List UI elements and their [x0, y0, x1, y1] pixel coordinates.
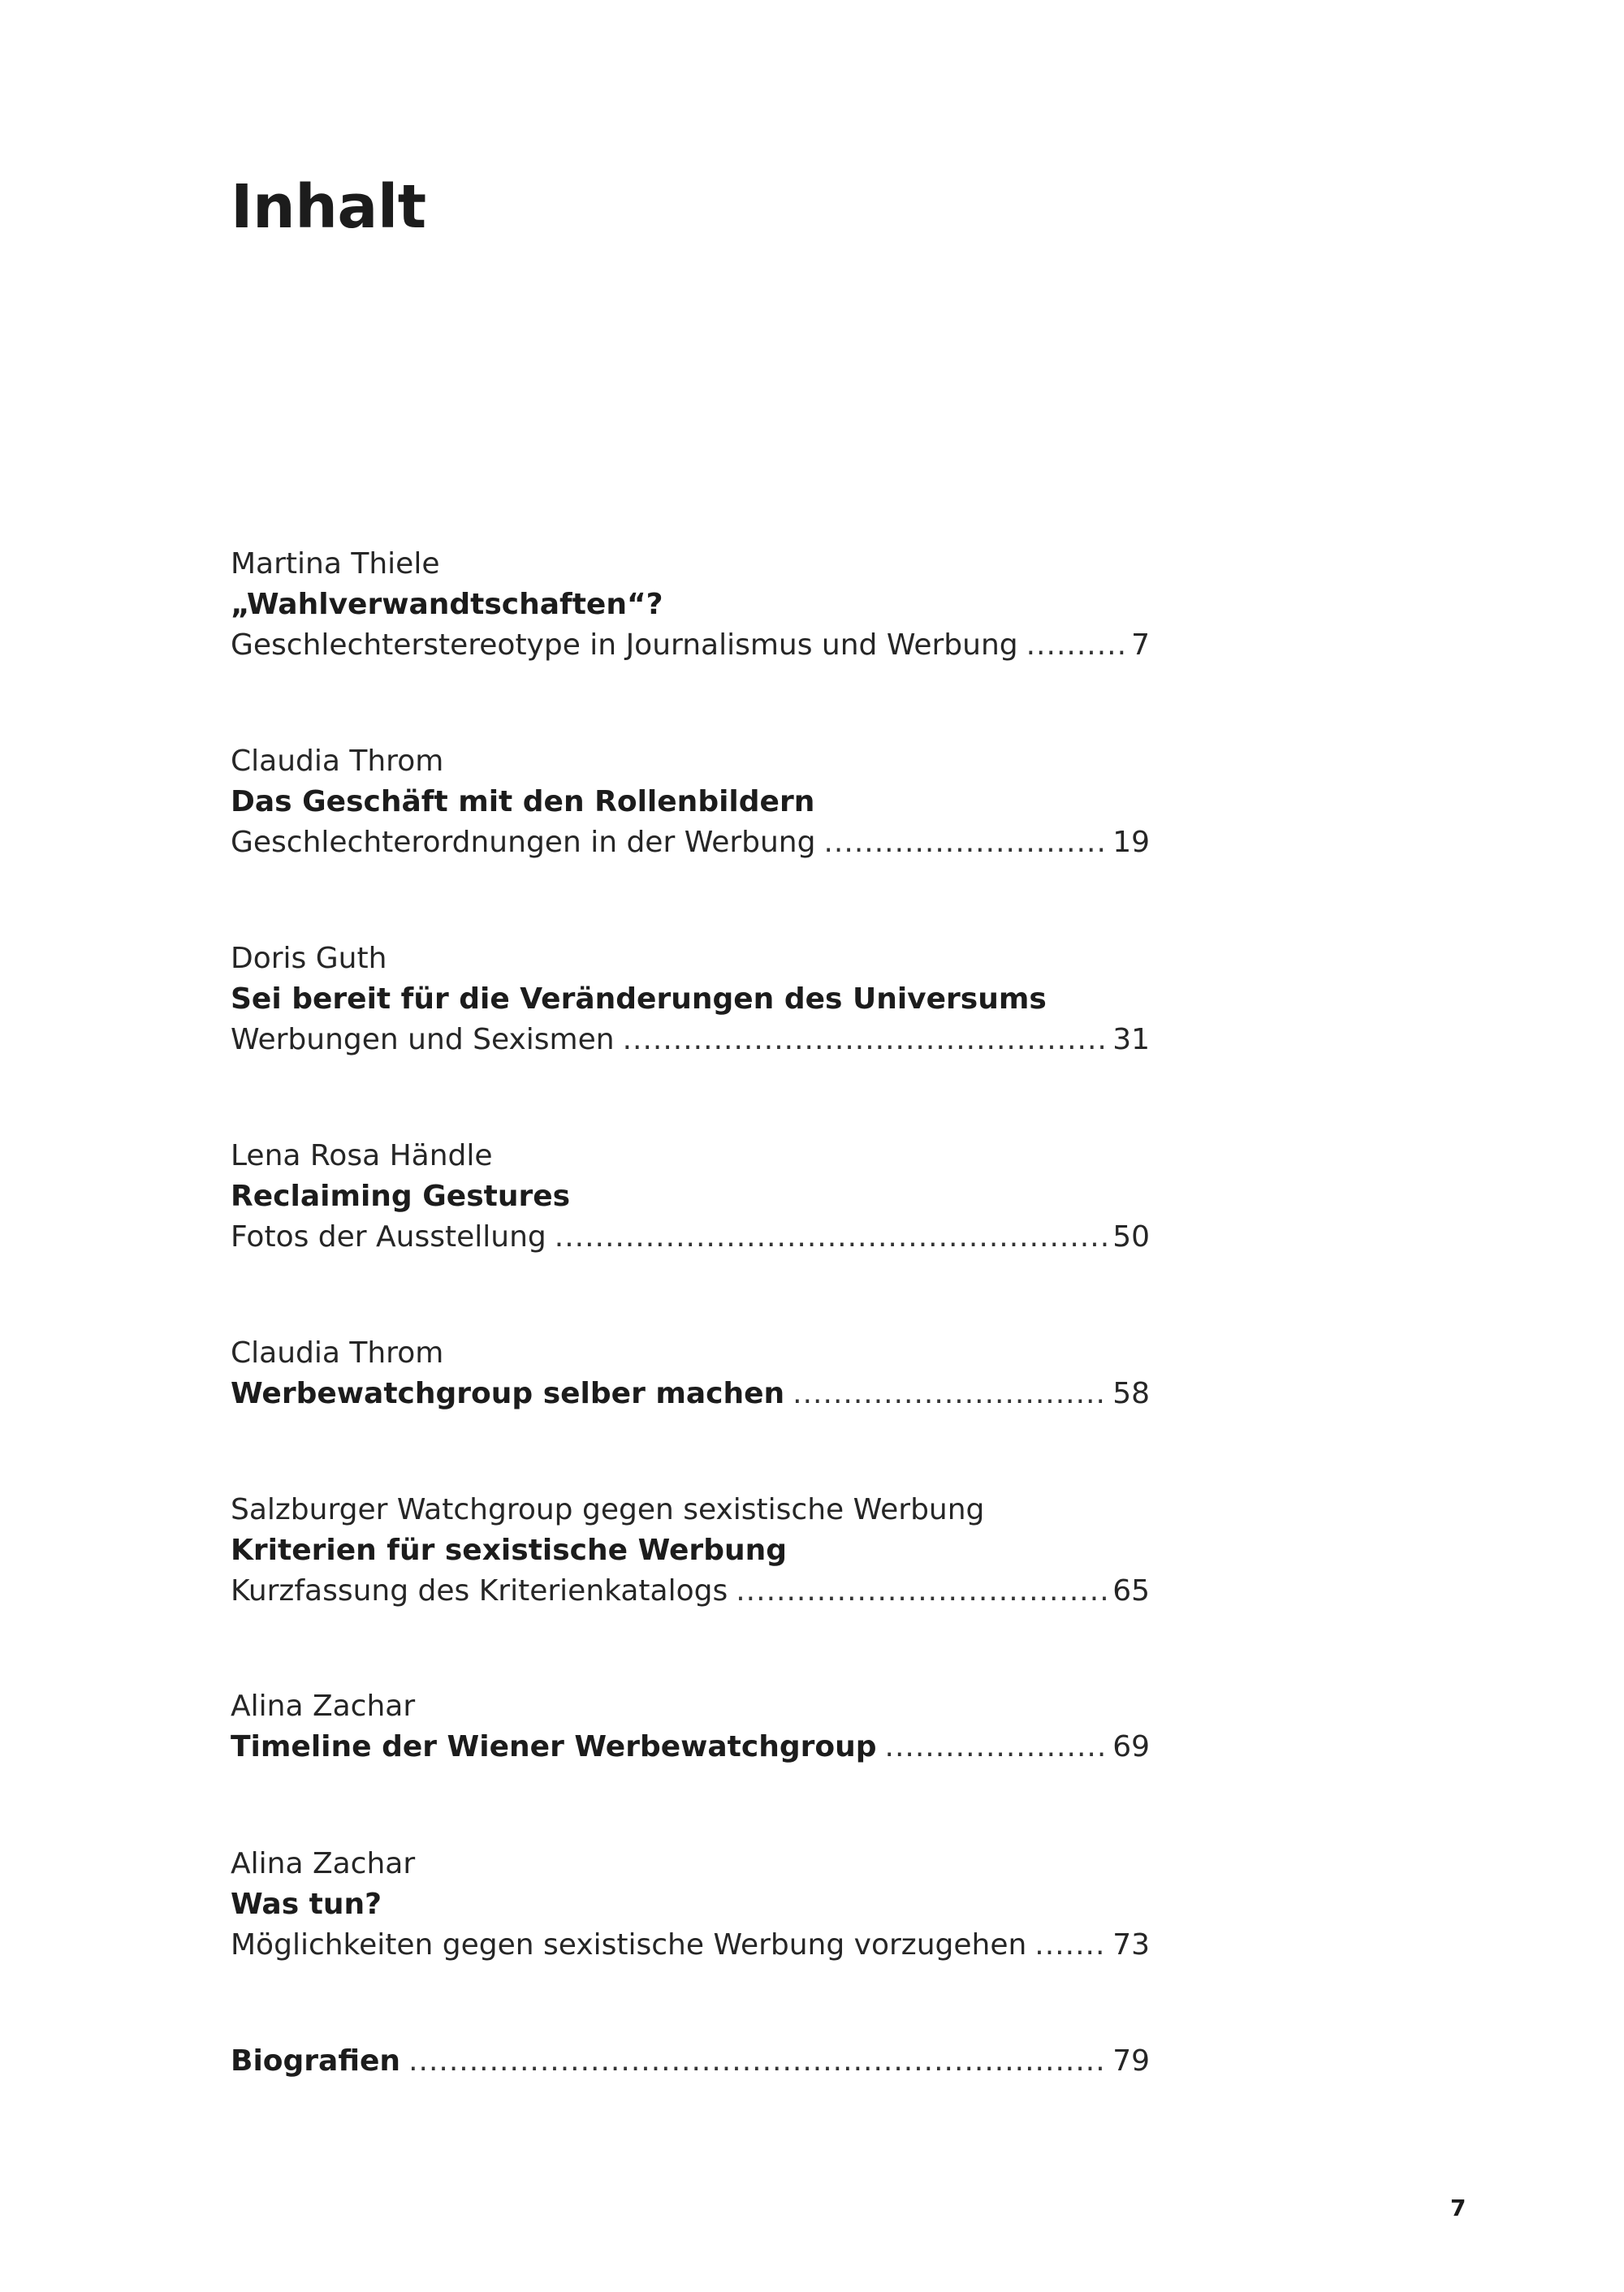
- entry-subtitle-line: [231, 1571, 1150, 1612]
- entry-page: 73: [1112, 1928, 1150, 1962]
- entry-page: 19: [1112, 826, 1150, 859]
- entry-author: Doris Guth: [231, 942, 387, 975]
- entry-subtitle-line: [231, 625, 1150, 666]
- entry-title: Sei bereit für die Veränderungen des Universums: [231, 982, 1047, 1016]
- page-title: Inhalt: [231, 172, 426, 242]
- entry-author: Salzburger Watchgroup gegen sexistische Werbung: [231, 1493, 985, 1526]
- entry-title: Kriterien für sexistische Werbung: [231, 1534, 787, 1567]
- entry-title: Das Geschäft mit den Rollenbildern: [231, 785, 815, 818]
- entry-subtitle: Werbungen und Sexismen: [231, 1023, 615, 1056]
- entry-title: Timeline der Wiener Werbewatchgroup: [231, 1730, 877, 1763]
- entry-page: 50: [1112, 1220, 1150, 1254]
- entry-page: 31: [1112, 1023, 1150, 1056]
- entry-author: Alina Zachar: [231, 1690, 416, 1723]
- entry-author: Claudia Throm: [231, 1336, 444, 1370]
- entry-subtitle: Möglichkeiten gegen sexistische Werbung vorzugehen: [231, 1928, 1027, 1962]
- entry-subtitle: Geschlechterstereotype in Journalismus und Werbung: [231, 628, 1018, 662]
- entry-title: Reclaiming Gestures: [231, 1180, 571, 1213]
- entry-page: 79: [1112, 2044, 1150, 2078]
- entry-subtitle-line: [231, 1925, 1150, 1966]
- dot-leader: [555, 1217, 1108, 1258]
- dot-leader: [736, 1571, 1108, 1612]
- entry-title-line: [231, 2041, 1150, 2082]
- entry-subtitle: Geschlechterordnungen in der Werbung: [231, 826, 816, 859]
- entry-page: 7: [1131, 628, 1150, 662]
- entry-subtitle: Kurzfassung des Kriterienkatalogs: [231, 1574, 728, 1608]
- page-number: 7: [1450, 2195, 1466, 2221]
- dot-leader: [623, 1020, 1108, 1060]
- entry-subtitle-line: [231, 1217, 1150, 1258]
- entry-title: Biografien: [231, 2044, 401, 2078]
- entry-subtitle: Fotos der Ausstellung: [231, 1220, 546, 1254]
- entry-title: Was tun?: [231, 1888, 382, 1921]
- dot-leader: [1034, 1925, 1108, 1966]
- entry-subtitle-line: [231, 822, 1150, 863]
- entry-author: Lena Rosa Händle: [231, 1139, 493, 1172]
- entry-subtitle-line: [231, 1020, 1150, 1060]
- dot-leader: [793, 1374, 1108, 1414]
- entry-title-line: [231, 1374, 1150, 1414]
- dot-leader: [408, 2041, 1108, 2082]
- entry-page: 58: [1112, 1377, 1150, 1410]
- entry-page: 65: [1112, 1574, 1150, 1608]
- entry-page: 69: [1112, 1730, 1150, 1763]
- entry-title: „Wahlverwandtschaften“?: [231, 588, 663, 621]
- dot-leader: [1026, 625, 1126, 666]
- dot-leader: [823, 822, 1108, 863]
- entry-author: Claudia Throm: [231, 745, 444, 778]
- entry-author: Martina Thiele: [231, 547, 440, 581]
- entry-title-line: [231, 1727, 1150, 1768]
- entry-author: Alina Zachar: [231, 1847, 416, 1880]
- dot-leader: [885, 1727, 1108, 1768]
- entry-title: Werbewatchgroup selber machen: [231, 1377, 785, 1410]
